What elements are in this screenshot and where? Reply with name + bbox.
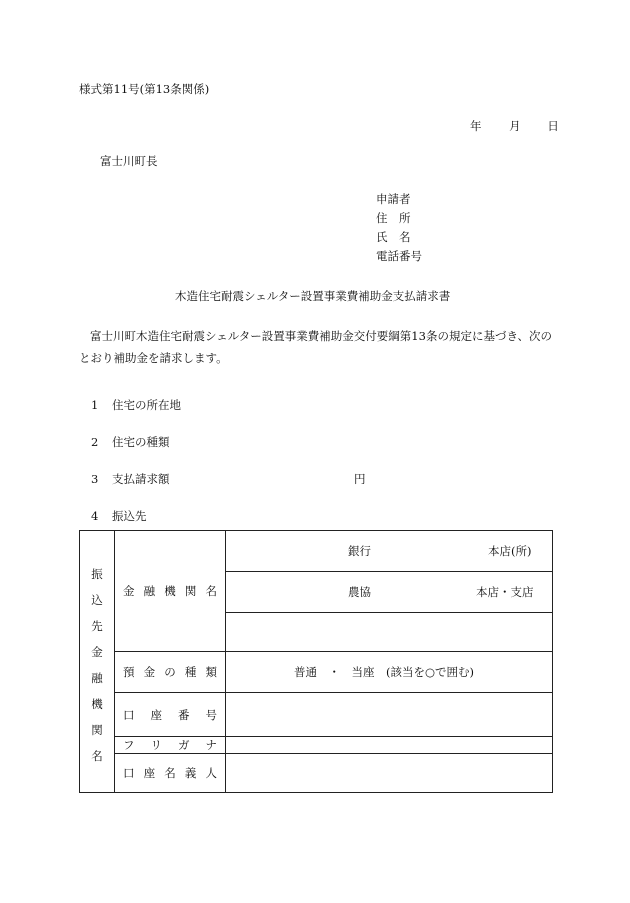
request-body: 富士川町木造住宅耐震シェルター設置事業費補助金交付要綱第13条の規定に基づき、次のとおり補助金を請求します。 [79,329,552,365]
item-2-label: 住宅の種類 [111,435,170,449]
deposit-type-field[interactable] [226,652,553,693]
item-3 [91,474,169,486]
item-2 [91,437,169,449]
furigana-label: フ リ ガ ナ [115,737,226,754]
transfer-destination-label: 振 込 先 金 融 機 関 名 [80,531,115,793]
applicant-name: 氏 名 [376,230,411,244]
item-3-num: 3 [91,472,99,486]
document-title: 木造住宅耐震シェルター設置事業費補助金支払請求書 [175,289,451,303]
date-line [470,121,559,133]
institution-name-label: 金 融 機 関 名 [115,531,226,652]
deposit-type-options: 普通 ・ 当座 (該当を○で囲む) [294,665,475,679]
institution-extra-field[interactable] [226,613,553,652]
agri-coop-suffix: 農協 [348,585,371,599]
applicant-address: 住 所 [376,211,411,225]
account-holder-field[interactable] [226,754,553,793]
item-1 [91,400,181,412]
item-3-label: 支払請求額 [111,472,170,486]
applicant-phone: 電話番号 [376,249,422,263]
item-4-num: 4 [91,509,99,523]
item-3-unit: 円 [354,472,366,486]
form-number: 様式第11号(第13条関係) [79,82,210,96]
deposit-type-label: 預 金 の 種 類 [115,652,226,693]
furigana-field[interactable] [226,737,553,754]
item-4 [91,511,146,523]
head-office-suffix: 本店(所) [488,544,532,558]
account-number-field[interactable] [226,693,553,737]
addressee: 富士川町長 [100,154,158,168]
date-year: 年 [470,119,482,133]
date-month: 月 [509,119,521,133]
bank-transfer-table [79,530,553,793]
item-4-label: 振込先 [111,509,147,523]
date-day: 日 [547,119,559,133]
bank-field[interactable] [226,531,553,572]
item-2-num: 2 [91,435,99,449]
item-1-label: 住宅の所在地 [111,398,181,412]
agri-coop-field[interactable] [226,572,553,613]
item-1-num: 1 [91,398,99,412]
branch-options: 本店・支店 [476,585,534,599]
account-holder-label: 口 座 名 義 人 [115,754,226,793]
bank-suffix: 銀行 [348,544,371,558]
account-number-label: 口 座 番 号 [115,693,226,737]
applicant-heading: 申請者 [376,192,411,206]
